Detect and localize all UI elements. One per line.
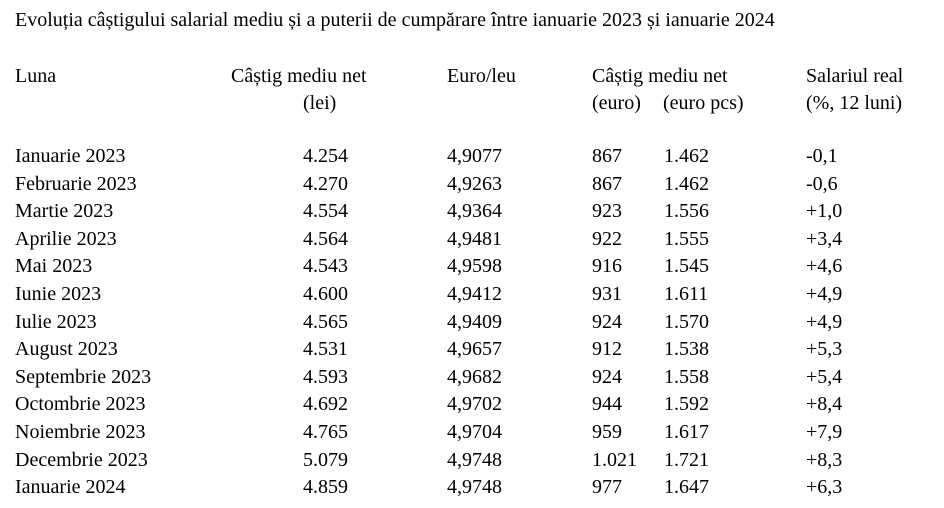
table-row [0,201,944,229]
cell-net-lei: 4.692 [303,393,348,416]
cell-net-eur-pcs: 1.462 [664,172,709,195]
header-net-eur-line1: Câștig mediu net [592,65,728,87]
cell-month: August 2023 [15,338,118,361]
cell-real-wage: +4,9 [806,310,843,333]
cell-rate: 4,9748 [447,448,502,471]
cell-month: Ianuarie 2023 [15,145,126,167]
cell-month: Iulie 2023 [15,310,97,333]
cell-net-eur-pcs: 1.611 [664,282,709,305]
cell-rate: 4,9702 [447,393,502,416]
header-net-eur-sub1: (euro) [592,92,641,114]
cell-net-lei: 4.564 [303,227,348,250]
cell-net-eur: 977 [592,476,622,499]
cell-month: Iunie 2023 [15,282,102,305]
cell-rate: 4,9263 [447,172,502,195]
cell-real-wage: +5,4 [806,365,843,388]
cell-net-lei: 4.254 [303,145,348,167]
cell-real-wage: -0,6 [806,172,838,195]
table-row [0,174,944,202]
cell-real-wage: +8,3 [806,448,843,471]
header-real-line2: (%, 12 luni) [806,92,903,114]
cell-net-eur-pcs: 1.592 [664,393,709,416]
cell-net-lei: 4.554 [303,200,348,223]
cell-rate: 4,9657 [447,338,502,361]
cell-real-wage: +1,0 [806,200,843,223]
table-row [0,256,944,284]
cell-rate: 4,9077 [447,145,502,167]
cell-real-wage: +5,3 [806,338,843,361]
table-row [0,422,944,450]
cell-month: Aprilie 2023 [15,227,117,250]
cell-net-lei: 4.859 [303,476,348,499]
cell-net-lei: 4.765 [303,420,348,443]
table-row [0,367,944,395]
cell-real-wage: +4,6 [806,255,843,278]
cell-rate: 4,9598 [447,255,502,278]
cell-month: Februarie 2023 [15,172,137,195]
header-net-lei-line2: (lei) [303,92,337,114]
cell-rate: 4,9748 [447,476,502,499]
cell-net-eur-pcs: 1.558 [664,365,709,388]
cell-net-eur-pcs: 1.462 [664,145,709,167]
table-row [0,229,944,257]
table-row [0,312,944,340]
cell-net-eur: 924 [592,365,622,388]
cell-net-eur: 867 [592,172,622,195]
cell-net-eur-pcs: 1.647 [664,476,709,499]
document-title: Evoluția câștigului salarial mediu și a puterii de cumpărare între ianuarie 2023 și ianuarie 2024 [15,9,775,31]
cell-rate: 4,9409 [447,310,502,333]
cell-net-eur-pcs: 1.556 [664,200,709,223]
cell-net-eur: 959 [592,420,622,443]
cell-month: Noiembrie 2023 [15,420,146,443]
cell-month: Martie 2023 [15,200,114,223]
cell-net-eur: 867 [592,145,622,167]
cell-month: Ianuarie 2024 [15,476,126,499]
cell-net-lei: 5.079 [303,448,348,471]
cell-net-eur: 931 [592,282,622,305]
header-month: Luna [15,65,57,87]
cell-rate: 4,9481 [447,227,502,250]
table-row [0,450,944,478]
cell-real-wage: +8,4 [806,393,843,416]
cell-net-eur-pcs: 1.617 [664,420,709,443]
header-real-line1: Salariul real [806,65,904,87]
cell-net-eur: 916 [592,255,622,278]
cell-month: Septembrie 2023 [15,365,152,388]
data-table [0,146,944,505]
cell-net-lei: 4.600 [303,282,348,305]
cell-net-eur-pcs: 1.538 [664,338,709,361]
cell-net-lei: 4.270 [303,172,348,195]
cell-net-eur-pcs: 1.570 [664,310,709,333]
cell-net-lei: 4.565 [303,310,348,333]
cell-net-lei: 4.543 [303,255,348,278]
cell-net-eur: 1.021 [592,448,637,471]
cell-real-wage: +7,9 [806,420,843,443]
cell-month: Mai 2023 [15,255,93,278]
cell-net-eur: 912 [592,338,622,361]
cell-net-eur: 923 [592,200,622,223]
header-net-lei-line1: Câștig mediu net [231,65,367,87]
header-rate: Euro/leu [447,65,516,87]
cell-month: Decembrie 2023 [15,448,148,471]
cell-rate: 4,9364 [447,200,502,223]
cell-net-eur-pcs: 1.721 [664,448,709,471]
cell-rate: 4,9412 [447,282,502,305]
cell-real-wage: +4,9 [806,282,843,305]
cell-rate: 4,9682 [447,365,502,388]
header-net-eur-sub2: (euro pcs) [663,92,744,114]
table-row [0,394,944,422]
cell-real-wage: -0,1 [806,145,838,167]
cell-net-lei: 4.593 [303,365,348,388]
table-row [0,339,944,367]
cell-net-eur: 944 [592,393,622,416]
cell-net-eur-pcs: 1.555 [664,227,709,250]
cell-net-lei: 4.531 [303,338,348,361]
cell-net-eur: 924 [592,310,622,333]
cell-net-eur: 922 [592,227,622,250]
table-row [0,146,944,174]
cell-net-eur-pcs: 1.545 [664,255,709,278]
table-row [0,284,944,312]
cell-rate: 4,9704 [447,420,502,443]
cell-month: Octombrie 2023 [15,393,146,416]
cell-real-wage: +3,4 [806,227,843,250]
table-row [0,477,944,505]
cell-real-wage: +6,3 [806,476,843,499]
